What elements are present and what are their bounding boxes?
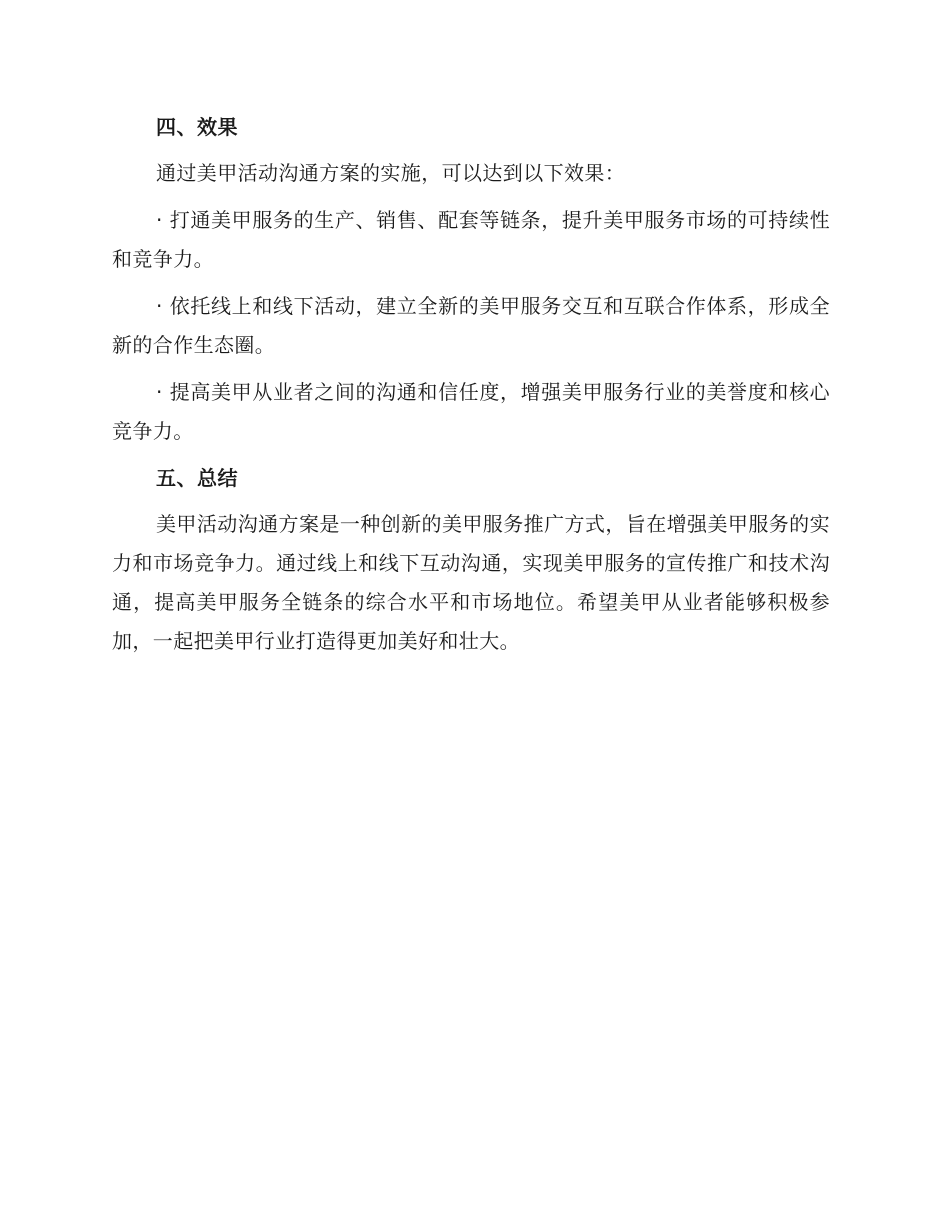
paragraph-effects-intro: 通过美甲活动沟通方案的实施，可以达到以下效果： <box>156 161 626 185</box>
paragraph-summary: 美甲活动沟通方案是一种创新的美甲服务推广方式，旨在增强美甲服务的实力和市场竞争力。通过线上和线下互动沟通，实现美甲服务的宣传推广和技术沟通，提高美甲服务全链条的综合水平和市场地位。希望美甲从业者能够积极参加，一起把美甲行业打造得更加美好和壮大。 <box>112 512 830 653</box>
section-heading-effects: 四、效果 <box>156 115 238 139</box>
bullet-effect-2: · 依托线上和线下活动，建立全新的美甲服务交互和互联合作体系，形成全新的合作生态圈。 <box>112 294 830 357</box>
bullet-effect-1: · 打通美甲服务的生产、销售、配套等链条，提升美甲服务市场的可持续性和竞争力。 <box>112 208 830 271</box>
bullet-effect-3: · 提高美甲从业者之间的沟通和信任度，增强美甲服务行业的美誉度和核心竞争力。 <box>112 380 830 443</box>
section-heading-summary: 五、总结 <box>156 466 238 490</box>
section-effects <box>112 108 830 451</box>
section-summary <box>112 459 830 661</box>
document-page <box>112 108 830 669</box>
